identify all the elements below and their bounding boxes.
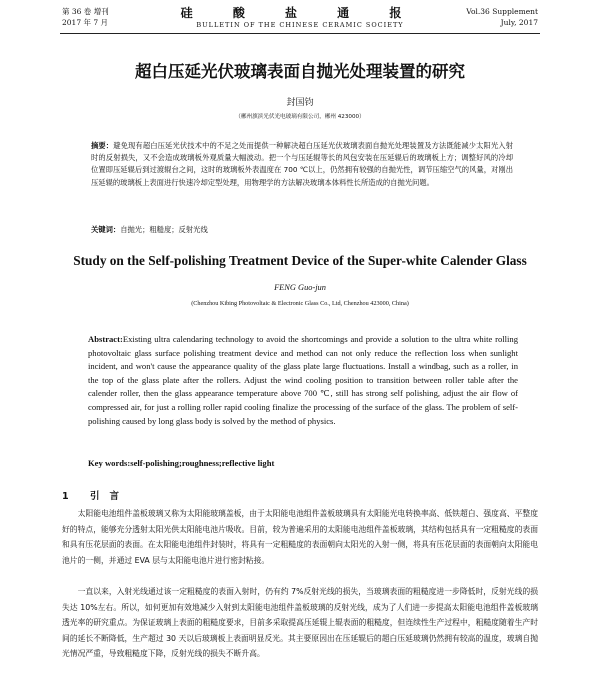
body-paragraph: 一直以来，入射光线通过该一定粗糙度的表面入射时，仍有约 7%反射光线的损失，当玻璃表面的粗糙度进一步降低时，反射光线的损失达 10%左右。所以，如何更加有效地减少入射到太阳能电池组件盖板玻璃的反射光线，成为了人们进一步提高太阳能电池组件盖板玻璃透光率的研究重点。为保证玻璃上表面的粗糙度要求，目前多采取提高压延辊上辊表面的粗糙度，但连续性生产过程中，粗糙度随着生产时间的延长不断降低，生产超过 30 天以后玻璃板上表面明显反光。其主要原因出在压延辊后的超白压延玻璃仍然拥有较高的温度，玻璃自抛光情况严重，导致粗糙度下降，反射光线的损失不断升高。 [62, 587, 538, 659]
header-date-en: July, 2017 [500, 18, 538, 27]
journal-title-en: BULLETIN OF THE CHINESE CERAMIC SOCIETY [196, 21, 404, 29]
header-volume-en: Vol.36 Supplement [466, 7, 538, 16]
keywords-en [88, 457, 518, 469]
abstract-en [88, 333, 518, 428]
section-heading [62, 488, 129, 502]
abstract-text-zh: 避免现有超白压延光伏技术中的不足之处而提供一种解决超白压延光伏玻璃表面自抛光处理装置及方法既能减少太阳光入射时的反射损失，又不会造成玻璃板外观质量大幅波动。把一个与压延辊等长的风包安装在压延辊后的玻璃板上方；调整好风的冷却位置即压延辊后到过渡辊台之间，这时的玻璃板外表温度在 700 ℃以上，仍然拥有较强的自抛光性，调节压缩空气的风量，对刚出压延辊的玻璃板上表面进行快速冷却定型处理，用物理学的方法解决玻璃本体料性长所造成的自抛光问题。 [91, 141, 513, 187]
journal-title-zh: 硅 酸 盐 通 报 [180, 6, 420, 20]
affiliation-zh: （郴州旗滨光伏光电玻璃有限公司，郴州 423000） [235, 114, 365, 120]
header-rule [60, 33, 540, 34]
keywords-text-en: self-polishing;roughness;reflective light [130, 458, 275, 468]
keywords-zh [91, 224, 513, 236]
abstract-text-en: Existing ultra calendaring technology to avoid the shortcomings and provide a solution to the ultra white rolling photovoltaic glass surface polishing treatment device and method can not only reduce the reflection loss when sunlight incident, and won't cause the appearance quality of the glass plate large fluctuations. Install a windbag, such as a roller, in the top of the glass plate after the rollers. Adjust the wind cooling position to transition between roller table after the calender roller, then the glass appearance temperature above 700 ℃, still has strong self polishing, adjust the air flow of compressed air, for just a rolling roller rapid cooling finalize the processing of the surface of the glass. The problem of self-polishing caused by long glass body is solved by the method of physics. [88, 334, 518, 426]
section-number: 1 [62, 491, 69, 502]
abstract-label-zh: 摘要： [91, 141, 114, 150]
keywords-text-zh: 自抛光；粗糙度；反射光线 [120, 225, 208, 234]
author-zh: 封国钧 [286, 98, 314, 108]
author-en: FENG Guo-jun [274, 283, 326, 292]
running-header [62, 6, 538, 36]
header-date-line: 2017 年 7 月 [62, 18, 109, 27]
paper-title-zh: 超白压延光伏玻璃表面自抛光处理装置的研究 [135, 62, 465, 81]
header-volume-line: 第 36 卷 增刊 [62, 7, 109, 16]
affiliation-en: (Chenzhou Kibing Photovoltaic & Electronic Glass Co., Ltd, Chenzhou 423000, China) [191, 300, 409, 307]
paper-title-en: Study on the Self-polishing Treatment Device of the Super-white Calender Glass [73, 253, 527, 268]
section-title: 引言 [90, 491, 130, 502]
header-issue [466, 6, 538, 28]
abstract-label-en: Abstract: [88, 334, 123, 344]
keywords-label-en: Key words: [88, 458, 131, 468]
keywords-label-zh: 关键词： [91, 225, 121, 234]
body-paragraph: 太阳能电池组件盖板玻璃又称为太阳能玻璃盖板，由于太阳能电池组件盖板玻璃具有太阳能光电转换率高、低铁超白、强度高、平整度好的特点，能够充分透射太阳光供太阳能电池片吸收。目前，较为普遍采用的太阳能电池组件盖板玻璃，其结构包括具有一定粗糙度的表面和具有压花层面的表面。在太阳能电池组件封装时，将具有一定粗糙度的表面朝向太阳光的入射一侧，将具有压花层面的表面朝向太阳能电池片的一侧，并通过 EVA 层与太阳能电池片进行密封粘接。 [62, 509, 538, 565]
abstract-zh [91, 140, 513, 189]
